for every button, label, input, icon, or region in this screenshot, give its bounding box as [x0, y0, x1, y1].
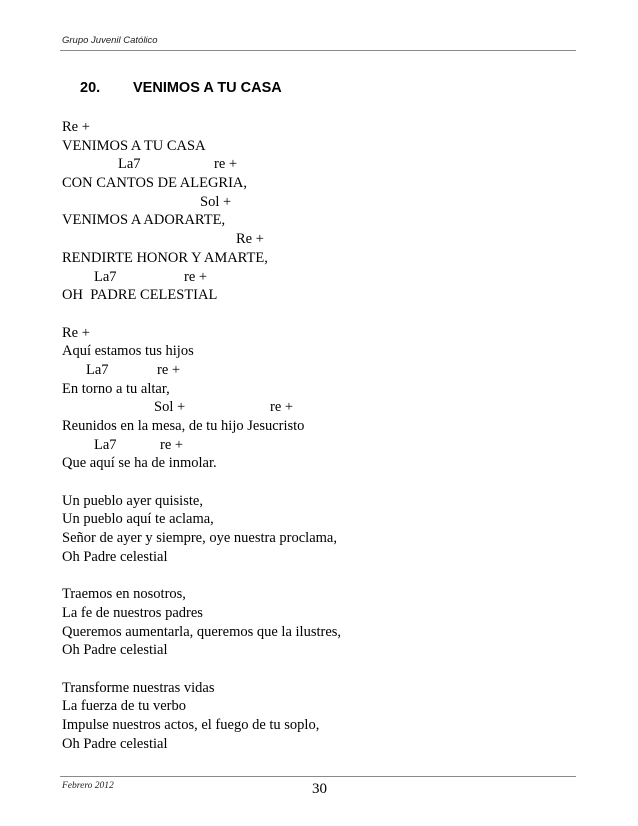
stanza — [62, 118, 341, 305]
chord-line — [62, 230, 341, 249]
lyric-line: Oh Padre celestial — [62, 642, 168, 659]
chord: La7 — [86, 361, 109, 378]
chord: re + — [157, 361, 181, 378]
lyric-line: La fe de nuestros padres — [62, 604, 203, 621]
chord: La7 — [94, 436, 117, 453]
running-header: Grupo Juvenil Católico — [62, 35, 158, 46]
chord: Re + — [236, 231, 264, 248]
footer-divider — [60, 776, 576, 777]
chord: La7 — [118, 156, 141, 173]
chord: Re + — [62, 324, 90, 341]
lyric-line: Un pueblo ayer quisiste, — [62, 492, 203, 509]
lyric-line: RENDIRTE HONOR Y AMARTE, — [62, 249, 268, 266]
stanza — [62, 492, 341, 567]
chord-line — [62, 268, 341, 287]
lyric-line: Señor de ayer y siempre, oye nuestra proclama, — [62, 530, 337, 547]
chord-line — [62, 118, 341, 137]
stanza — [62, 324, 341, 474]
chord-line — [62, 193, 341, 212]
song-title: VENIMOS A TU CASA — [133, 80, 282, 96]
chord: Sol + — [154, 399, 186, 416]
chord-line — [62, 324, 341, 343]
lyric-line: Que aquí se ha de inmolar. — [62, 455, 217, 472]
footer-date: Febrero 2012 — [62, 781, 114, 791]
chord: re + — [214, 156, 238, 173]
lyric-line: Oh Padre celestial — [62, 548, 168, 565]
lyric-line: VENIMOS A ADORARTE, — [62, 212, 226, 229]
lyric-line: Un pueblo aquí te aclama, — [62, 511, 214, 528]
chord: Re + — [62, 119, 90, 135]
song-number: 20. — [80, 80, 101, 96]
chord: re + — [184, 268, 208, 285]
stanza — [62, 585, 341, 660]
lyric-line: Traemos en nosotros, — [62, 586, 186, 603]
lyric-line: La fuerza de tu verbo — [62, 698, 186, 715]
chord-line — [62, 155, 341, 174]
chord-line — [62, 436, 341, 455]
lyric-line: CON CANTOS DE ALEGRIA, — [62, 175, 248, 192]
lyric-line: Aquí estamos tus hijos — [62, 343, 194, 360]
chord: La7 — [94, 268, 117, 285]
header-divider — [60, 50, 576, 51]
page-number: 30 — [312, 781, 327, 797]
lyric-line: OH PADRE CELESTIAL — [62, 287, 218, 304]
lyric-line: Queremos aumentarla, queremos que la ilustres, — [62, 623, 342, 640]
chord-line — [62, 361, 341, 380]
lyric-line: Reunidos en la mesa, de tu hijo Jesucristo — [62, 418, 305, 434]
lyric-line: En torno a tu altar, — [62, 380, 170, 397]
song-lyrics — [62, 118, 341, 753]
stanza — [62, 679, 341, 754]
chord: Sol + — [200, 193, 232, 210]
lyric-line: Oh Padre celestial — [62, 735, 168, 752]
lyric-line: Impulse nuestros actos, el fuego de tu soplo, — [62, 717, 320, 733]
chord: re + — [160, 436, 184, 453]
lyric-line: VENIMOS A TU CASA — [62, 137, 206, 154]
chord-line — [62, 398, 341, 417]
chord: re + — [270, 399, 294, 416]
lyric-line: Transforme nuestras vidas — [62, 679, 215, 696]
